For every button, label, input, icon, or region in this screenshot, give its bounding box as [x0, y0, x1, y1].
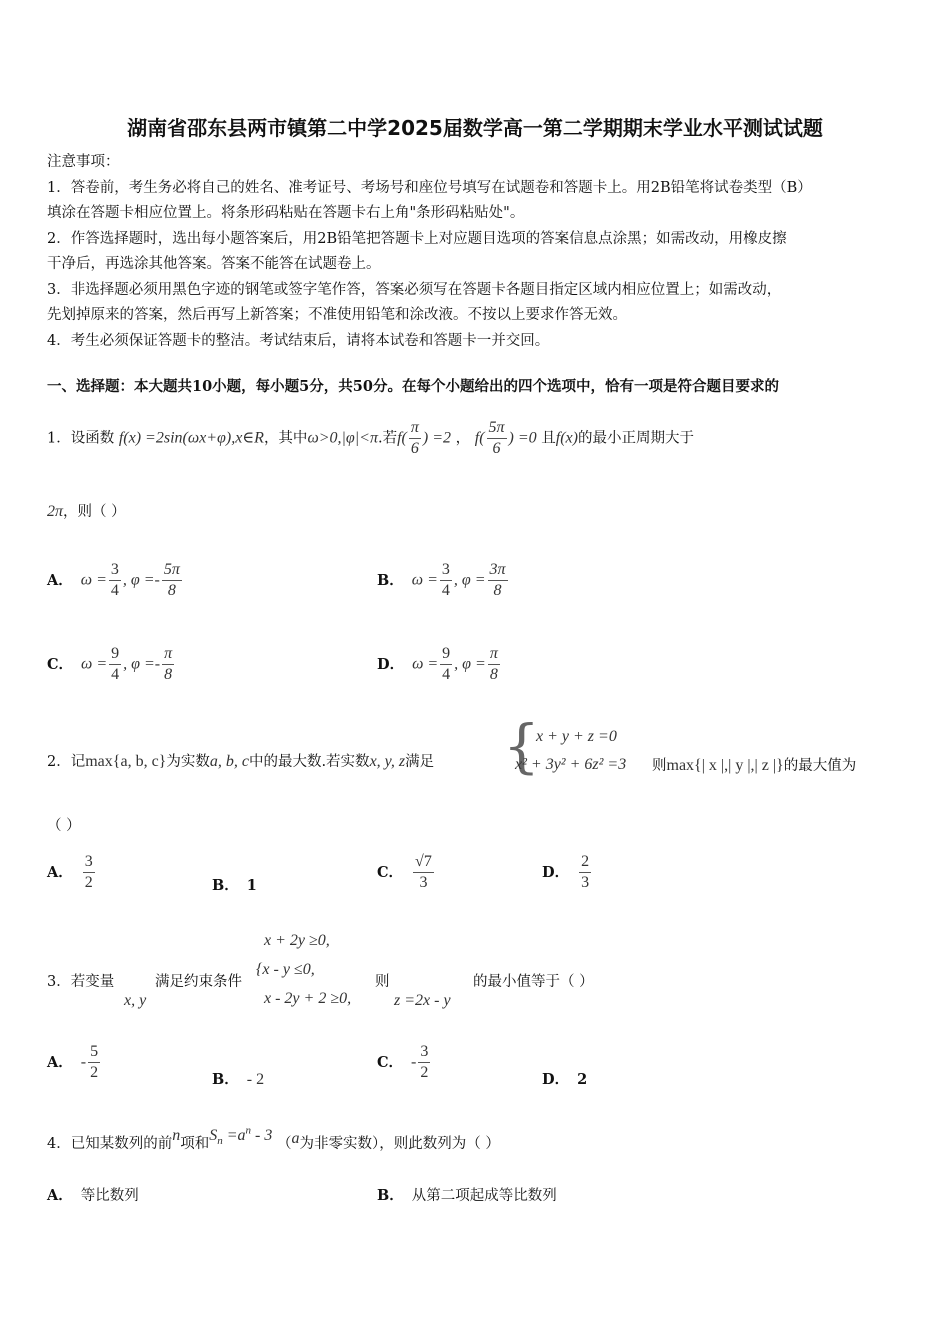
- option-label: A．: [47, 1187, 73, 1204]
- option-label: D．: [542, 863, 570, 881]
- fraction: [579, 852, 591, 893]
- option-label: A．: [47, 1053, 73, 1071]
- denominator: 4: [442, 666, 451, 683]
- subscript: n: [217, 1135, 223, 1148]
- q4-option-b[interactable]: [377, 1184, 557, 1205]
- math-expression: ω =: [81, 655, 108, 673]
- question-text: 则: [652, 758, 667, 774]
- denominator: 4: [110, 582, 119, 599]
- option-text: 2: [577, 1071, 588, 1088]
- question-text: 设函数: [70, 430, 115, 447]
- option-label: C．: [377, 863, 404, 881]
- question-1-stem: [47, 418, 694, 459]
- q2-option-b[interactable]: [212, 874, 257, 895]
- q1-option-a[interactable]: [47, 560, 184, 601]
- math-expression: , φ =: [453, 571, 486, 589]
- numerator: 5π: [162, 560, 182, 581]
- math-expression: ) =0: [508, 429, 537, 447]
- fraction: [162, 644, 174, 685]
- question-4-stem: [47, 1124, 500, 1155]
- notice-line: 4．考生必须保证答题卡的整洁。考试结束后，请将本试卷和答题卡一并交回。: [47, 332, 550, 349]
- math-expression: x² + 3y² + 6z² =3: [515, 756, 627, 773]
- denominator: 6: [410, 440, 419, 457]
- question-number: 4．: [47, 1136, 71, 1152]
- superscript: n: [245, 1124, 252, 1137]
- minus-sign: -: [411, 1053, 417, 1071]
- numerator: 2: [579, 852, 591, 873]
- math-expression: z =2x - y: [394, 992, 451, 1009]
- denominator: 2: [84, 874, 93, 891]
- numerator: 9: [109, 644, 121, 665]
- q3-option-c[interactable]: [377, 1042, 432, 1083]
- notice-line: 3．非选择题必须用黑色字迹的钢笔或签字笔作答，答案必须写在答题卡各题目指定区域内相应位置上；如需改动，: [47, 281, 782, 298]
- math-expression: f(x) =2sin(ωx+φ): [118, 429, 232, 447]
- math-expression: ω =: [80, 571, 107, 589]
- math-expression: max{a, b, c}: [85, 753, 167, 770]
- numerator: √7: [413, 852, 434, 873]
- numerator: π: [162, 644, 174, 665]
- fraction: [487, 418, 507, 459]
- math-expression: n: [172, 1127, 181, 1144]
- question-2-tail: [652, 754, 856, 775]
- notice-line: 2．作答选择题时，选出每小题答案后，用2B铅笔把答题卡上对应题目选项的答案信息点涂黑；如需改动，用橡皮擦: [47, 230, 787, 247]
- numerator: 5: [88, 1042, 100, 1063]
- question-text: ，其中: [263, 430, 308, 447]
- q2-option-c[interactable]: [377, 852, 436, 893]
- question-text: 若变量: [70, 974, 115, 990]
- q1-option-b[interactable]: [377, 560, 510, 601]
- option-label: B．: [377, 571, 404, 589]
- numerator: 9: [440, 644, 452, 665]
- fraction: [413, 852, 434, 893]
- fraction: [109, 644, 121, 685]
- system-eq1: [536, 728, 617, 746]
- q3-text: 满足约束条件: [155, 974, 242, 990]
- option-label: C．: [47, 655, 74, 673]
- option-label: B．: [377, 1187, 404, 1204]
- question-text: ，: [455, 430, 471, 447]
- question-text: 的最小正周期大于: [577, 430, 694, 447]
- math-expression: f(: [397, 429, 407, 447]
- fraction: [488, 644, 500, 685]
- question-text: 已知某数列的前: [70, 1136, 173, 1152]
- math-expression: [209, 1124, 273, 1148]
- notice-heading: 注意事项：: [47, 154, 120, 170]
- math-expression: ,x∈R: [231, 429, 264, 447]
- option-text: 从第二项起成等比数列: [411, 1188, 557, 1204]
- denominator: 6: [492, 440, 501, 457]
- fraction: [88, 1042, 100, 1083]
- constraint-3: [264, 990, 351, 1008]
- math-expression: {x - y ≤0,: [256, 961, 315, 978]
- question-2-paren: （ ）: [47, 818, 81, 834]
- denominator: 8: [164, 666, 173, 683]
- numerator: 3: [109, 560, 121, 581]
- math-expression: , φ =-: [123, 655, 161, 673]
- fraction: [409, 418, 421, 459]
- question-text: 项和: [180, 1136, 210, 1152]
- notice-line: 干净后，再选涂其他答案。答案不能答在试题卷上。: [47, 256, 381, 272]
- math-expression: x + 2y ≥0,: [264, 932, 330, 949]
- option-label: A．: [47, 863, 73, 881]
- question-text: （: [276, 1136, 292, 1152]
- math-expression: a: [291, 1130, 300, 1147]
- question-text: 记: [70, 754, 86, 770]
- numerator: 3π: [488, 560, 508, 581]
- math-expression: x + y + z =0: [536, 728, 617, 745]
- fraction: [418, 1042, 430, 1083]
- denominator: 4: [111, 666, 120, 683]
- q3-objective: [394, 992, 451, 1010]
- question-text: 为实数: [166, 754, 210, 770]
- notice-line: 先划掉原来的答案，然后再写上新答案；不准使用铅笔和涂改液。不按以上要求作答无效。: [47, 307, 627, 323]
- option-label: D．: [377, 655, 405, 673]
- math-symbol: =a: [222, 1127, 246, 1144]
- math-expression: x - 2y + 2 ≥0,: [264, 990, 352, 1007]
- q3-option-b[interactable]: [212, 1068, 264, 1089]
- q3-option-a[interactable]: [47, 1042, 102, 1083]
- constraint-2: [256, 961, 315, 979]
- question-text: 满足: [405, 754, 435, 770]
- math-expression: ω =: [411, 571, 438, 589]
- q3-option-d[interactable]: [542, 1068, 587, 1089]
- denominator: 8: [493, 582, 502, 599]
- system-eq2: [515, 756, 626, 774]
- fraction: [440, 560, 452, 601]
- denominator: 3: [419, 874, 428, 891]
- page-title: 湖南省邵东县两市镇第二中学2025届数学高一第二学期期末学业水平测试试题: [127, 116, 823, 140]
- fraction: [109, 560, 121, 601]
- constraint-1: [264, 932, 330, 950]
- q4-option-a[interactable]: [47, 1184, 139, 1205]
- option-label: D．: [542, 1071, 570, 1088]
- option-text: 等比数列: [80, 1188, 139, 1204]
- q3-text: 的最小值等于（ ）: [473, 974, 594, 990]
- option-label: C．: [377, 1053, 404, 1071]
- question-text: .若: [378, 430, 398, 447]
- numerator: 3: [83, 852, 95, 873]
- numerator: 3: [418, 1042, 430, 1063]
- math-expression: , φ =-: [122, 571, 160, 589]
- denominator: 2: [90, 1064, 99, 1081]
- math-expression: ω>0,|φ|<π: [307, 429, 378, 447]
- numerator: 3: [440, 560, 452, 581]
- math-expression: x, y: [124, 992, 147, 1009]
- option-label: B．: [212, 1071, 239, 1088]
- option-text: 1: [246, 877, 257, 894]
- option-label: A．: [47, 571, 73, 589]
- q3-text: 则: [375, 974, 390, 990]
- question-number: 2．: [47, 754, 71, 770]
- fraction: [440, 644, 452, 685]
- section-heading: 一、选择题：本大题共10小题，每小题5分，共50分。在每个小题给出的四个选项中，恰有一项是符合题目要求的: [47, 378, 779, 395]
- math-symbol: - 3: [251, 1127, 273, 1144]
- minus-sign: -: [80, 1053, 87, 1071]
- math-expression: x, y, z: [369, 753, 406, 770]
- math-expression: 2π: [47, 503, 64, 520]
- question-2-stem: [47, 750, 434, 771]
- question-text: 为非零实数），则此数列为（ ）: [299, 1136, 500, 1152]
- question-text: 中的最大数.若实数: [248, 754, 370, 770]
- q3-vars: [124, 992, 146, 1010]
- numerator: 5π: [487, 418, 507, 439]
- math-expression: , φ =: [454, 655, 486, 673]
- q1-option-d[interactable]: [377, 644, 502, 685]
- math-expression: f(x): [555, 429, 578, 447]
- denominator: 8: [489, 666, 498, 683]
- math-symbol: S: [209, 1127, 218, 1144]
- option-text: - 2: [246, 1071, 265, 1088]
- math-expression: f(: [474, 429, 485, 447]
- question-3-stem: [47, 970, 114, 991]
- denominator: 2: [420, 1064, 429, 1081]
- denominator: 4: [441, 582, 450, 599]
- question-text: ，则（ ）: [63, 504, 126, 520]
- math-expression: ω =: [412, 655, 439, 673]
- denominator: 8: [167, 582, 176, 599]
- notice-line: 1．答卷前，考生务必将自己的姓名、准考证号、考场号和座位号填写在试题卷和答题卡上。用2B铅笔将试卷类型（B）: [47, 179, 812, 196]
- fraction: [162, 560, 182, 601]
- question-1-tail: [47, 500, 126, 521]
- denominator: 3: [581, 874, 590, 891]
- question-number: 3．: [47, 974, 71, 990]
- math-expression: ) =2: [422, 429, 452, 447]
- question-text: 的最大值为: [783, 758, 857, 774]
- notice-block: [47, 150, 907, 354]
- numerator: π: [488, 644, 500, 665]
- math-expression: max{| x |,| y |,| z |}: [666, 757, 784, 774]
- numerator: π: [409, 418, 421, 439]
- fraction: [488, 560, 508, 601]
- q2-option-a[interactable]: [47, 852, 97, 893]
- fraction: [83, 852, 95, 893]
- q2-option-d[interactable]: [542, 852, 593, 893]
- option-label: B．: [212, 877, 239, 894]
- question-text: 且: [541, 430, 556, 447]
- q1-option-c[interactable]: [47, 644, 176, 685]
- question-number: 1．: [47, 430, 71, 447]
- math-expression: a, b, c: [209, 753, 249, 770]
- brace-glyph: {: [503, 712, 540, 780]
- notice-line: 填涂在答题卡相应位置上。将条形码粘贴在答题卡右上角"条形码粘贴处"。: [47, 205, 525, 221]
